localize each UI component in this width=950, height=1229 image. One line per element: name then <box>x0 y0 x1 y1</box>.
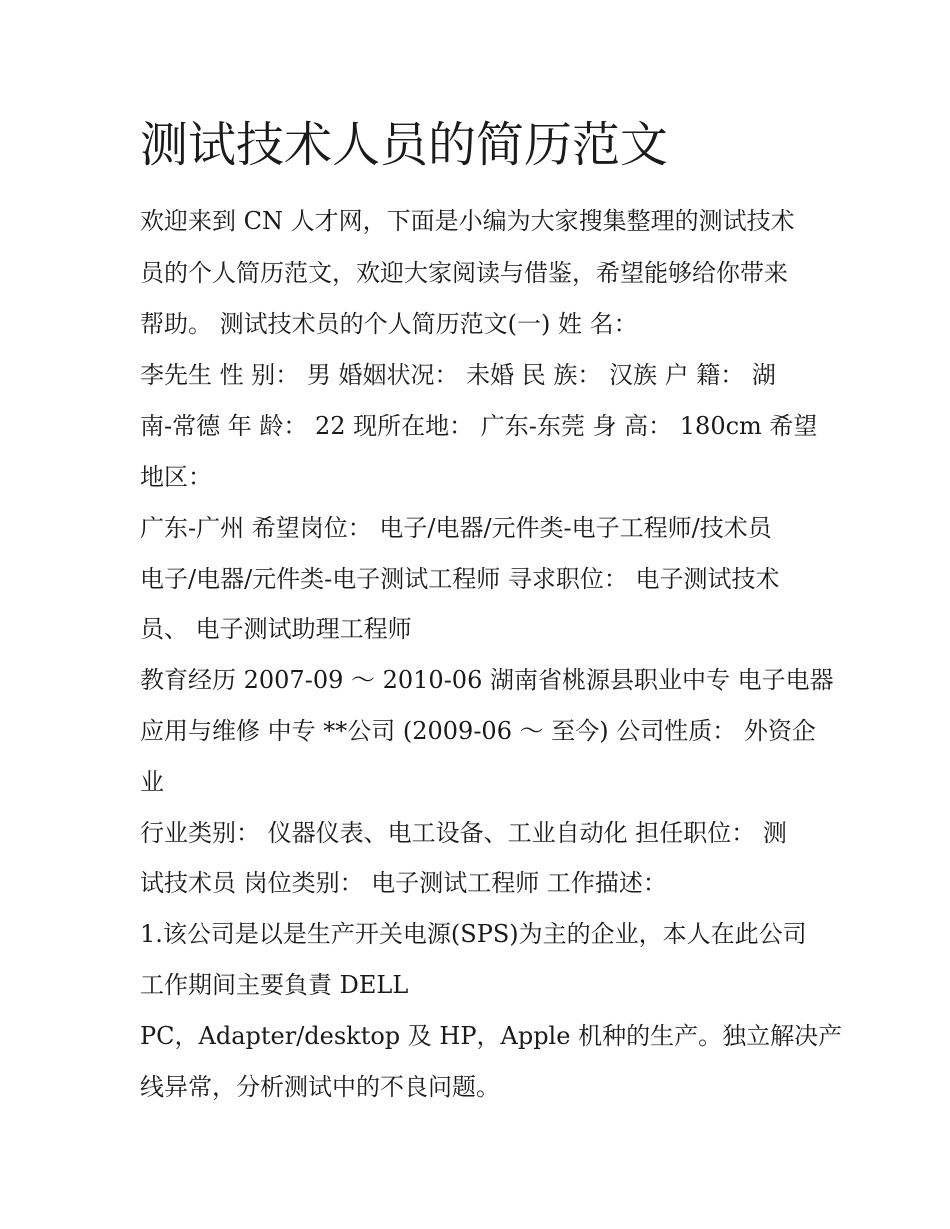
body-line: 员的个人简历范文，欢迎大家阅读与借鉴，希望能够给你带来 <box>140 259 788 287</box>
body-line: 业 <box>140 768 164 796</box>
body-line: PC，Adapter/desktop 及 HP，Apple 机种的生产。独立解决产 <box>140 1022 843 1050</box>
body-line: 李先生 性 别： 男 婚姻状况： 未婚 民 族： 汉族 户 籍： 湖 <box>140 361 776 389</box>
body-line: 试技术员 岗位类别： 电子测试工程师 工作描述： <box>140 869 667 897</box>
document-title: 测试技术人员的简历范文 <box>140 117 669 173</box>
body-line: 1.该公司是以是生产开关电源(SPS)为主的企业，本人在此公司 <box>140 920 807 948</box>
body-line: 工作期间主要負責 DELL <box>140 971 409 999</box>
body-line: 线异常，分析测试中的不良问题。 <box>140 1073 500 1101</box>
body-line: 行业类别： 仪器仪表、电工设备、工业自动化 担任职位： 测 <box>140 819 787 847</box>
body-line: 电子/电器/元件类-电子测试工程师 寻求职位： 电子测试技术 <box>140 565 780 593</box>
body-line: 教育经历 2007-09 ～ 2010-06 湖南省桃源县职业中专 电子电器 <box>140 666 834 694</box>
body-line: 帮助。 测试技术员的个人简历范文(一) 姓 名： <box>140 310 638 338</box>
body-line: 欢迎来到 CN 人才网，下面是小编为大家搜集整理的测试技术 <box>140 207 795 235</box>
body-line: 应用与维修 中专 **公司 (2009-06 ～ 至今) 公司性质： 外资企 <box>140 717 816 745</box>
body-line: 广东-广州 希望岗位： 电子/电器/元件类-电子工程师/技术员 <box>140 514 772 542</box>
body-line: 南-常德 年 龄： 22 现所在地： 广东-东莞 身 高： 180cm 希望 <box>140 412 818 440</box>
body-line: 地区： <box>140 463 212 491</box>
body-line: 员、 电子测试助理工程师 <box>140 615 412 643</box>
